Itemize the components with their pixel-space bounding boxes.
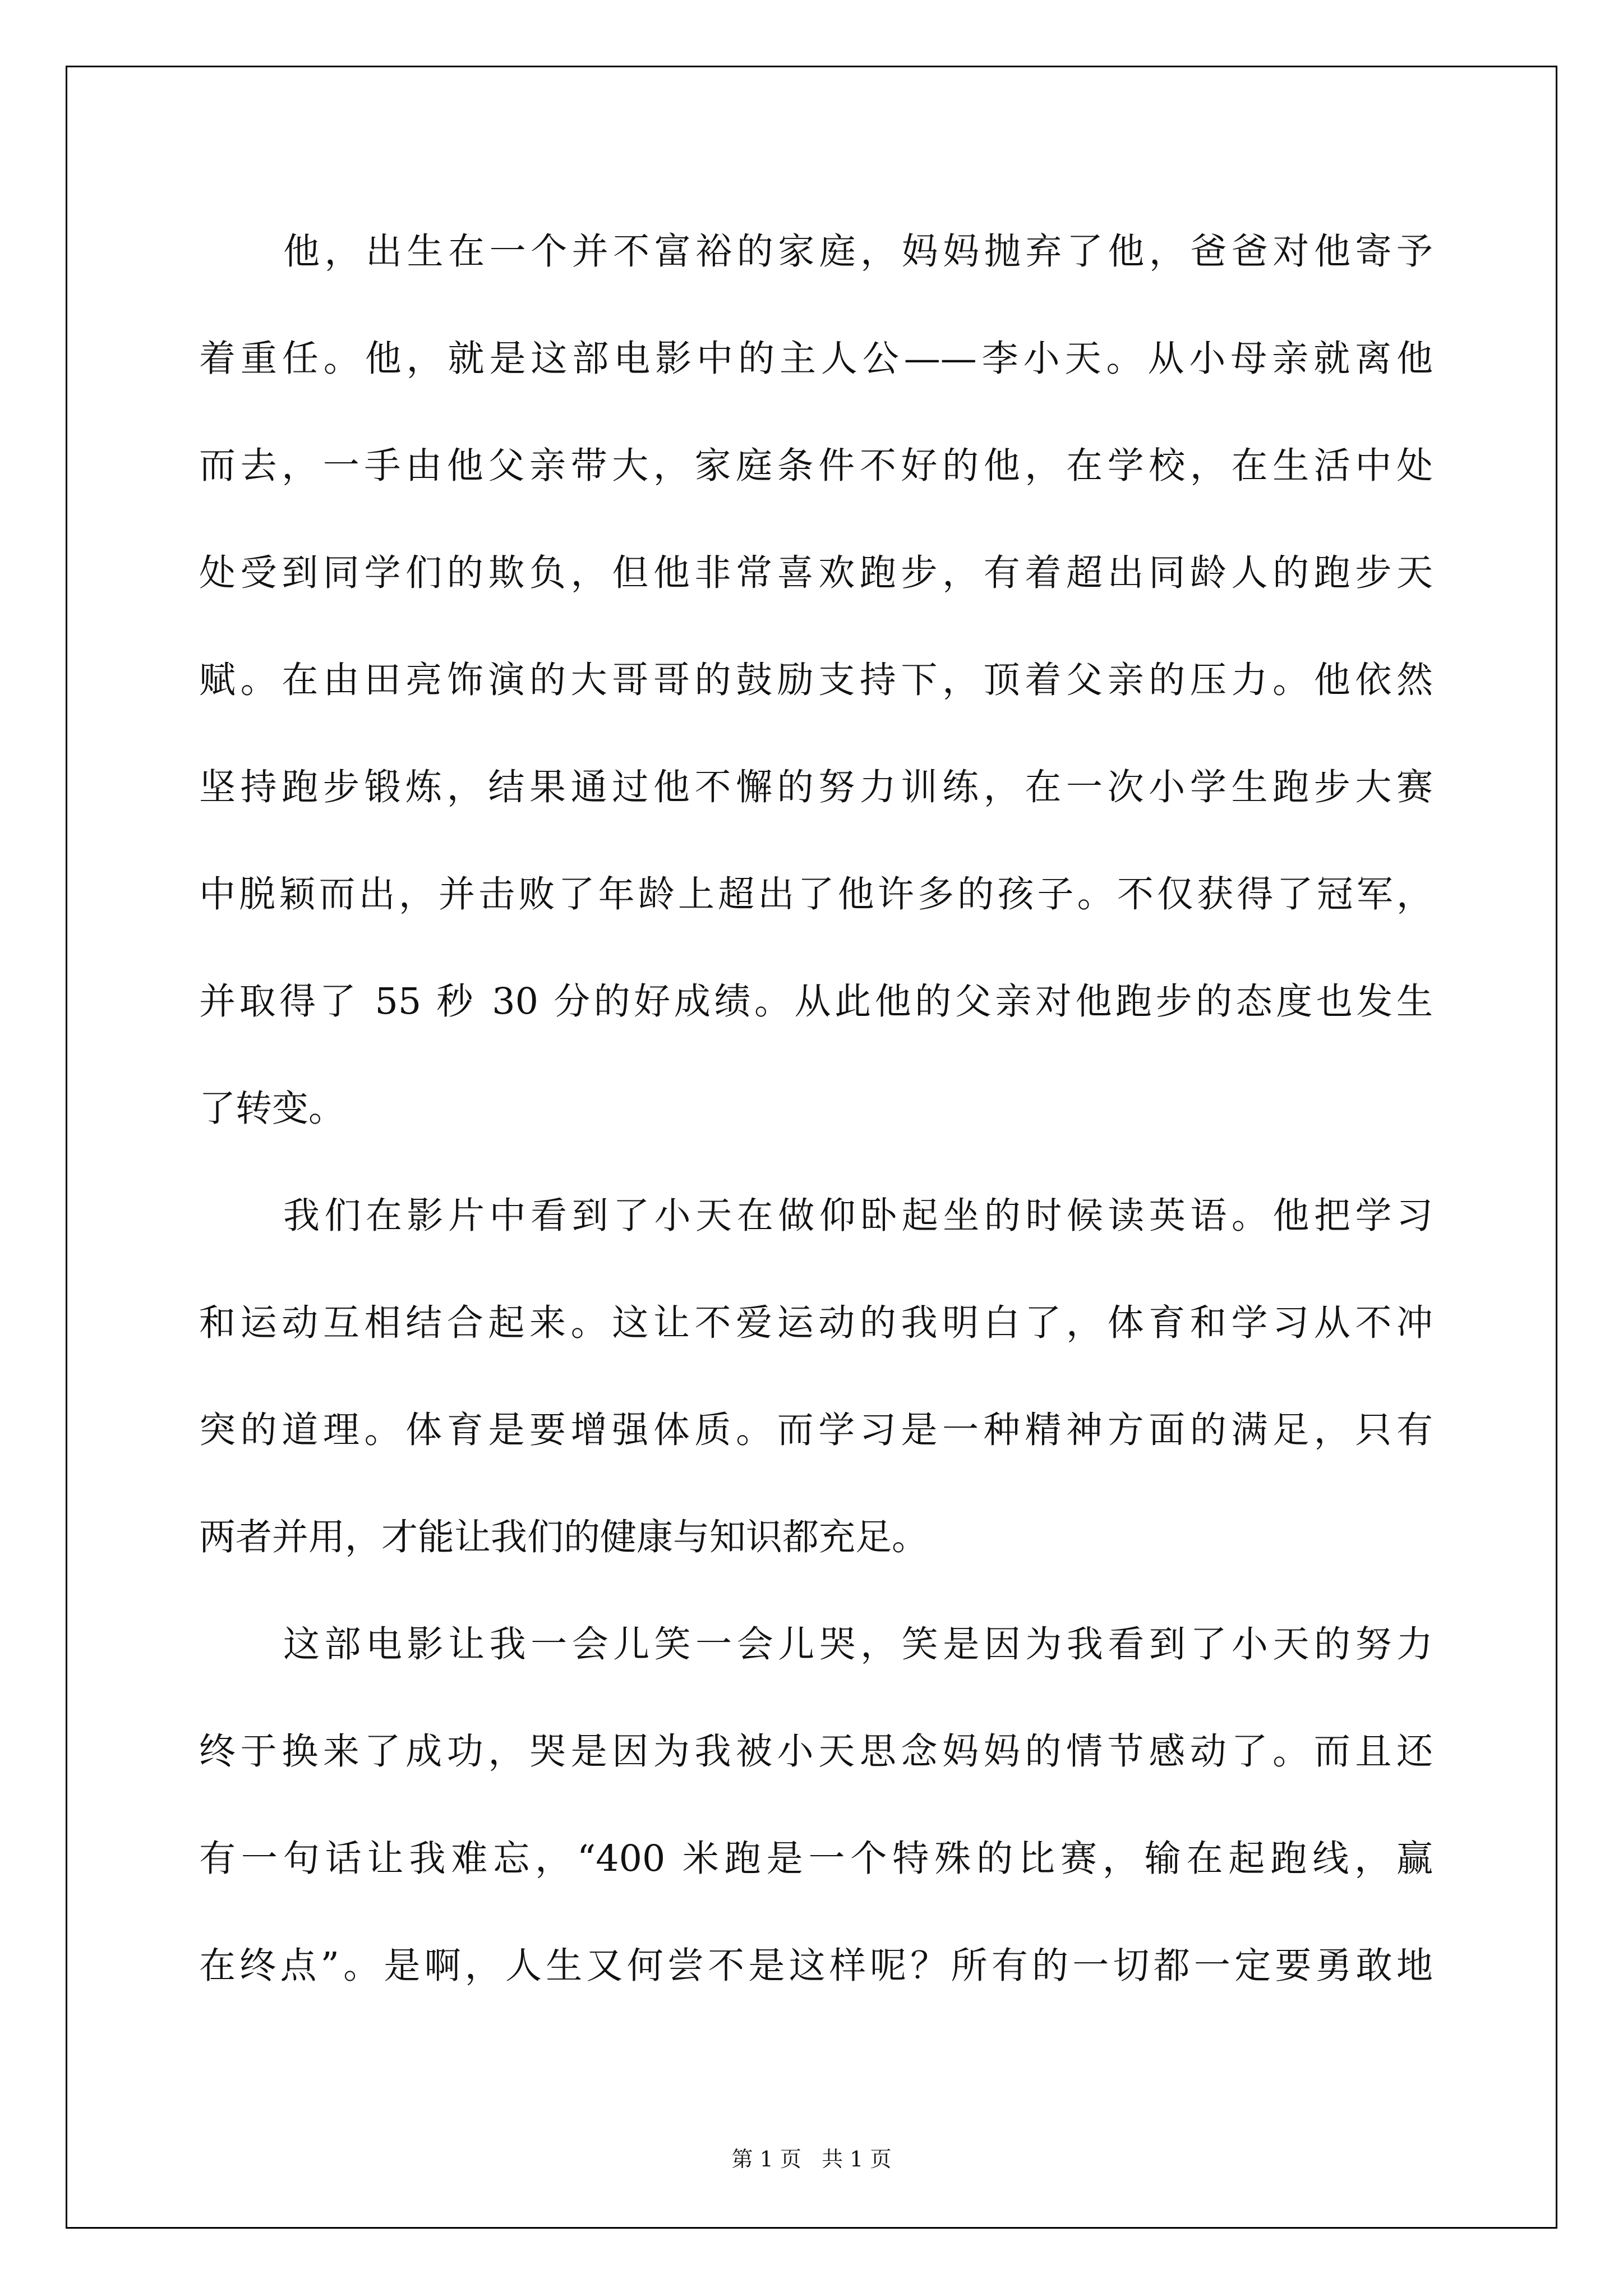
text-line: 和运动互相结合起来。这让不爱运动的我明白了，体育和学习从不冲	[199, 1302, 1433, 1344]
text-line: 有一句话让我难忘，“400 米跑是一个特殊的比赛，输在起跑线，赢	[199, 1838, 1433, 1880]
text-line: 两者并用，才能让我们的健康与知识都充足。	[199, 1516, 929, 1558]
text-line: 我们在影片中看到了小天在做仰卧起坐的时候读英语。他把学习	[283, 1195, 1433, 1237]
text-line: 而去，一手由他父亲带大，家庭条件不好的他，在学校，在生活中处	[199, 445, 1433, 487]
text-line: 在终点”。是啊，人生又何尝不是这样呢？所有的一切都一定要勇敢地	[199, 1945, 1433, 1987]
text-line: 终于换来了成功，哭是因为我被小天思念妈妈的情节感动了。而且还	[199, 1731, 1433, 1773]
text-line: 着重任。他，就是这部电影中的主人公——李小天。从小母亲就离他	[199, 338, 1433, 380]
page-footer: 第 1 页 共 1 页	[731, 2147, 892, 2171]
text-line: 了转变。	[199, 1088, 345, 1130]
text-line: 这部电影让我一会儿笑一会儿哭，笑是因为我看到了小天的努力	[283, 1623, 1433, 1665]
text-line: 突的道理。体育是要增强体质。而学习是一种精神方面的满足，只有	[199, 1409, 1433, 1451]
text-line: 并取得了 55 秒 30 分的好成绩。从此他的父亲对他跑步的态度也发生	[199, 981, 1433, 1023]
text-line: 坚持跑步锻炼，结果通过他不懈的努力训练，在一次小学生跑步大赛	[199, 766, 1433, 808]
text-line: 赋。在由田亮饰演的大哥哥的鼓励支持下，顶着父亲的压力。他依然	[199, 659, 1433, 701]
text-line: 中脱颖而出，并击败了年龄上超出了他许多的孩子。不仅获得了冠军，	[199, 873, 1433, 915]
text-line: 他，出生在一个并不富裕的家庭，妈妈抛弃了他，爸爸对他寄予	[283, 231, 1433, 273]
document-body	[199, 198, 1433, 2019]
text-line: 处受到同学们的欺负，但他非常喜欢跑步，有着超出同龄人的跑步天	[199, 552, 1433, 594]
